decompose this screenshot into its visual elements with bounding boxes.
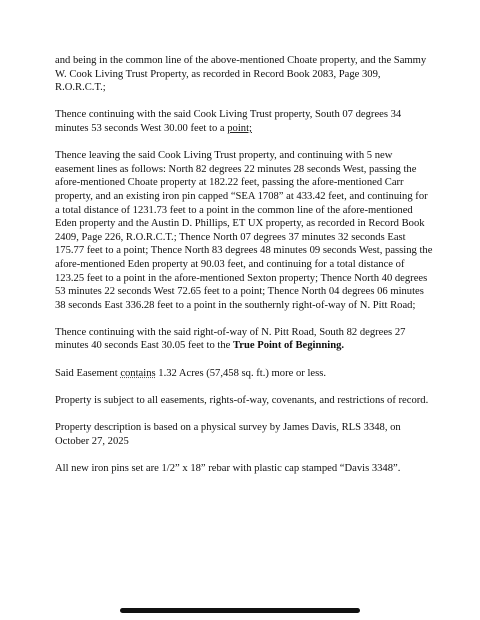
home-indicator-bar[interactable] (120, 608, 360, 613)
document-body (55, 54, 433, 489)
paragraph-text: 1.32 Acres (57,458 sq. ft.) more or less. (155, 367, 326, 379)
paragraph-survey-basis (55, 421, 433, 448)
paragraph-choate-line (55, 54, 433, 95)
paragraph-text: Said Easement (55, 367, 121, 379)
paragraph-text: and being in the common line of the above-mentioned Choate property, and the Sammy W. Cook Living Trust Property, as recorded in Record Book 2083, Page 309, R.O.R.C.T.; (55, 55, 427, 94)
paragraph-pitt-road (55, 326, 433, 353)
paragraph-acreage (55, 367, 433, 381)
spellcheck-word-contains[interactable]: contains (120, 367, 156, 379)
paragraph-easement-lines (55, 149, 433, 312)
point-link[interactable]: point; (227, 122, 252, 134)
paragraph-cook-trust-south (55, 108, 433, 135)
paragraph-iron-pins (55, 462, 433, 476)
paragraph-text: All new iron pins set are 1/2” x 18” rebar with plastic cap stamped “Davis 3348”. (55, 462, 401, 474)
paragraph-text: Property description is based on a physical survey by James Davis, RLS 3348, on October 27, 2025 (55, 422, 401, 447)
paragraph-text: Thence leaving the said Cook Living Trust property, and continuing with 5 new easement lines as follows: North 82 degrees 22 minutes 28 seconds West, passing the afore-mentioned Choate property at 182.22 feet, passing the afore-mentioned Carr property, and an existing iron pin capped “SEA 1708” at 433.42 feet, and continuing for a total distance of 1231.73 feet to a point in the common line of the afore-mentioned Eden property and the Austin D. Phillips, ET UX property, as recorded in Record Book 2409, Page 226, R.O.R.C.T.; Thence North 07 degrees 37 minutes 32 seconds East 175.77 feet to a point; Thence North 83 degrees 48 minutes 09 seconds West, passing the afore-mentioned Eden property at 90.03 feet, and continuing for a total distance of 123.25 feet to a point in the afore-mentioned Sexton property; Thence North 40 degrees 53 minutes 22 seconds West 72.65 feet to a point; Thence North 04 degrees 06 minutes 38 seconds East 336.28 feet to a point in the southernly right-of-way of N. Pitt Road; (55, 150, 433, 311)
paragraph-text: Property is subject to all easements, rights-of-way, covenants, and restrictions of record. (55, 394, 429, 406)
true-point-of-beginning: True Point of Beginning. (233, 340, 345, 352)
paragraph-text: Thence continuing with the said right-of-way of N. Pitt Road, South 82 degrees 27 minutes 40 seconds East 30.05 feet to the (55, 326, 406, 352)
paragraph-easements-subject (55, 394, 433, 408)
paragraph-text: Thence continuing with the said Cook Living Trust property, South 07 degrees 34 minutes 53 seconds West 30.00 feet to a (55, 109, 402, 134)
